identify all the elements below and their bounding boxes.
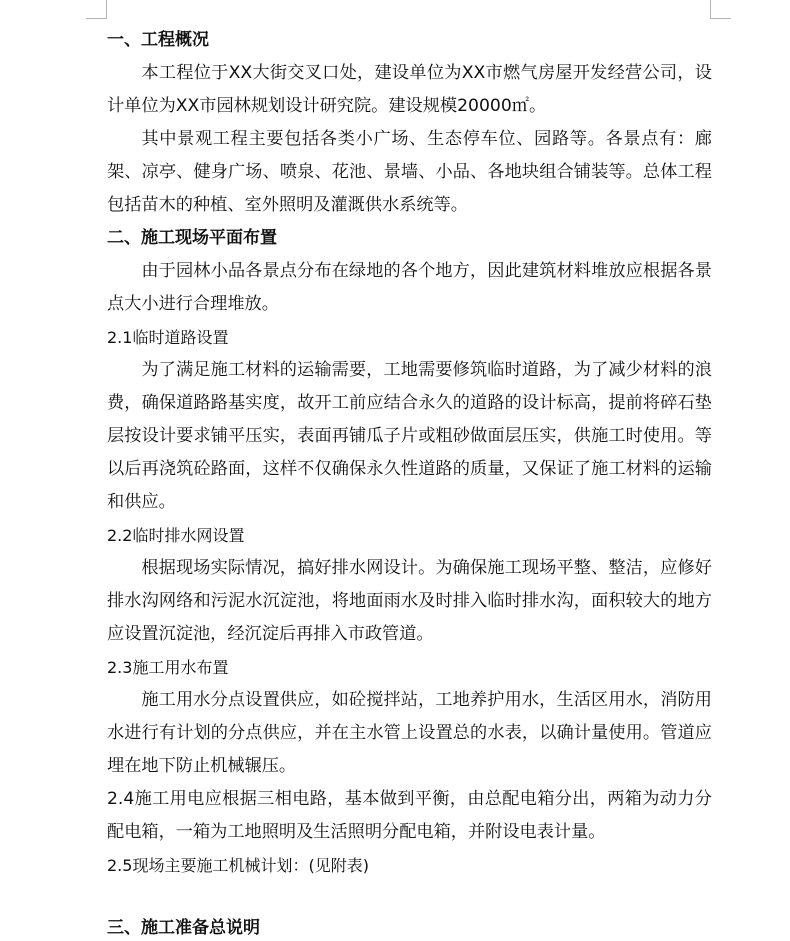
blank-line — [107, 882, 712, 912]
crop-mark-left — [86, 0, 107, 19]
subheading-temporary-roads: 2.1临时道路设置 — [107, 328, 229, 347]
document-body — [107, 24, 712, 941]
paragraph-water-supply: 施工用水分点设置供应，如砼搅拌站，工地养护用水，生活区用水，消防用水进行有计划的分点供应，并在主水管上设置总的水表，以确计量使用。管道应埋在地下防止机械辗压。 — [107, 690, 712, 776]
subheading-machinery-plan: 2.5现场主要施工机械计划：(见附表) — [107, 856, 369, 875]
subheading-water-supply: 2.3施工用水布置 — [107, 658, 229, 677]
paragraph-drainage-network: 根据现场实际情况，搞好排水网设计。为确保施工现场平整、整洁，应修好排水沟网络和污泥水沉淀池，将地面雨水及时排入临时排水沟，面积较大的地方应设置沉淀池，经沉淀后再排入市政管道。 — [107, 558, 712, 644]
section-heading-overview: 一、工程概况 — [107, 30, 209, 50]
paragraph-landscape-scope: 其中景观工程主要包括各类小广场、生态停车位、园路等。各景点有：廊架、凉亭、健身广场、喷泉、花池、景墙、小品、各地块组合铺装等。总体工程包括苗木的种植、室外照明及灌溉供水系统等。 — [107, 129, 712, 215]
subheading-drainage-network: 2.2临时排水网设置 — [107, 526, 245, 545]
section-heading-preparation: 三、施工准备总说明 — [107, 918, 260, 938]
crop-mark-right — [710, 0, 731, 19]
paragraph-project-location: 本工程位于XX大街交叉口处，建设单位为XX市燃气房屋开发经营公司，设计单位为XX市园林规划设计研究院。建设规模20000㎡。 — [107, 63, 712, 116]
paragraph-power-supply: 2.4施工用电应根据三相电路，基本做到平衡，由总配电箱分出，两箱为动力分配电箱，一箱为工地照明及生活照明分配电箱，并附设电表计量。 — [107, 789, 712, 842]
section-heading-site-layout: 二、施工现场平面布置 — [107, 228, 277, 248]
paragraph-material-storage: 由于园林小品各景点分布在绿地的各个地方，因此建筑材料堆放应根据各景点大小进行合理堆放。 — [107, 261, 712, 314]
paragraph-temporary-roads: 为了满足施工材料的运输需要，工地需要修筑临时道路，为了减少材料的浪费，确保道路路基实度，故开工前应结合永久的道路的设计标高，提前将碎石垫层按设计要求铺平压实，表面再铺瓜子片或粗砂做面层压实，供施工时使用。等以后再浇筑砼路面，这样不仅确保永久性道路的质量，又保证了施工材料的运输和供应。 — [107, 360, 712, 512]
